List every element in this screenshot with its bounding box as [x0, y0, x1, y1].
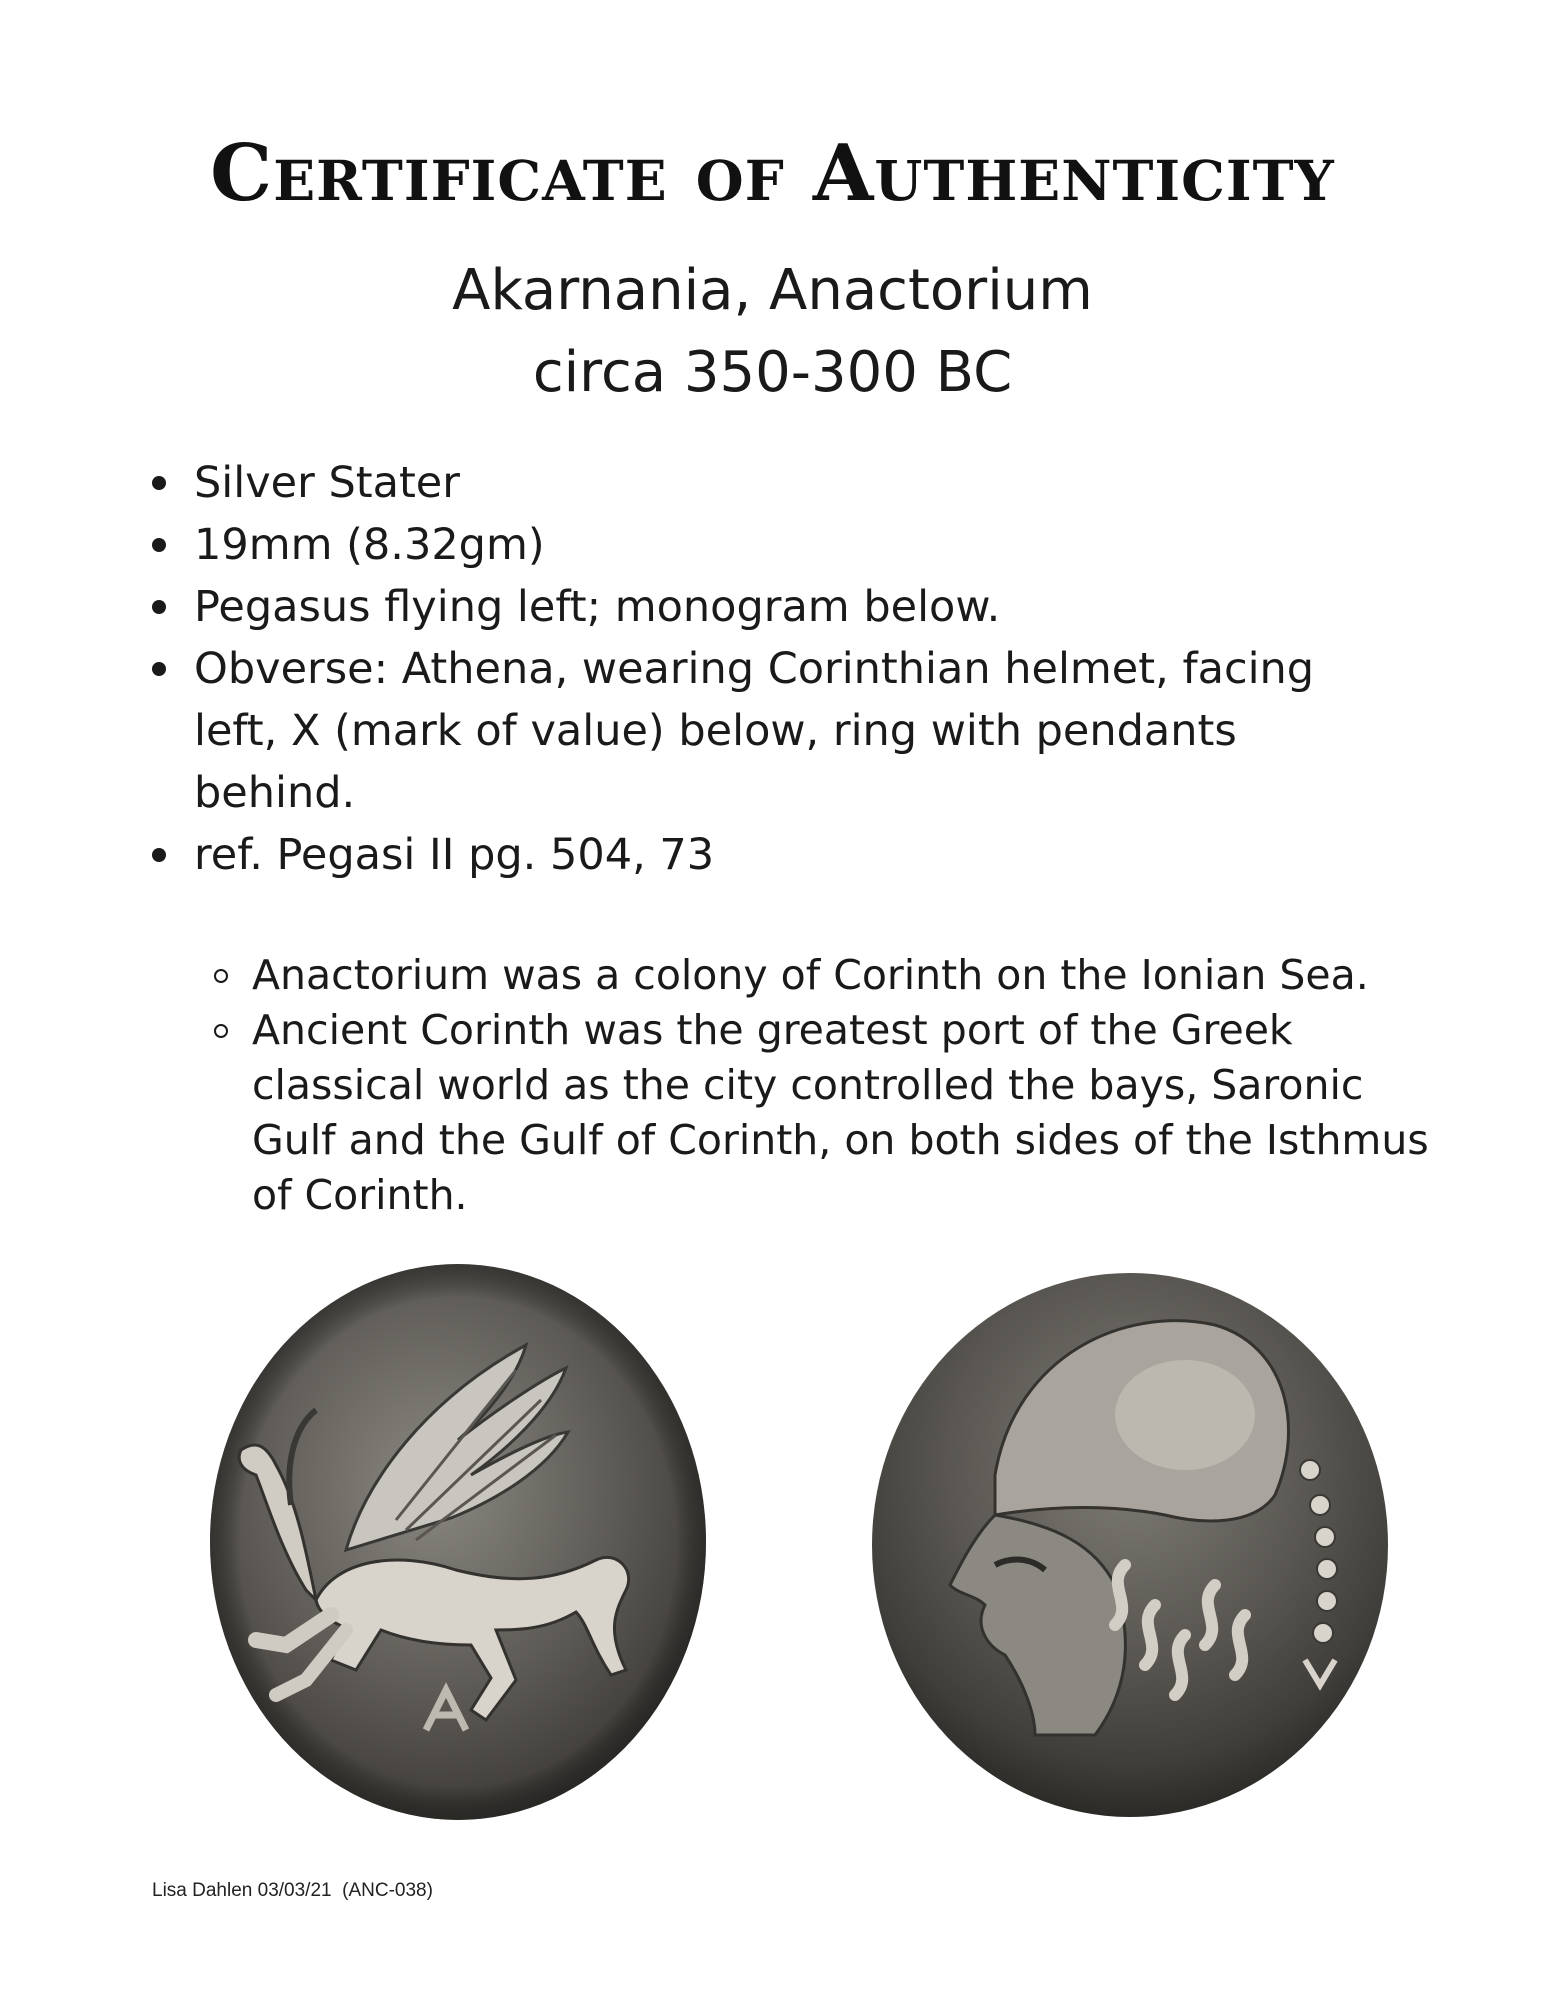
- fact-item: Pegasus flying left; monogram below.: [148, 576, 1378, 638]
- region-subtitle: Akarnania, Anactorium: [452, 258, 1093, 323]
- fact-item: ref. Pegasi II pg. 504, 73: [148, 824, 1378, 886]
- footer-signature: Lisa Dahlen 03/03/21 (ANC-038): [152, 1880, 433, 1901]
- fact-item: 19mm (8.32gm): [148, 514, 1378, 576]
- date-subtitle: circa 350-300 BC: [532, 340, 1013, 405]
- fact-item: Silver Stater: [148, 452, 1378, 514]
- athena-helmet-coin-icon: [865, 1265, 1395, 1825]
- history-notes-list: [210, 948, 1450, 1223]
- certificate-title: Certificate of Authenticity: [210, 128, 1335, 219]
- coin-facts-list: [148, 452, 1378, 886]
- note-item: Anactorium was a colony of Corinth on the Ionian Sea.: [210, 948, 1450, 1003]
- fact-item: Obverse: Athena, wearing Corinthian helmet, facing left, X (mark of value) below, ring with pendants behind.: [148, 638, 1378, 824]
- note-item: Ancient Corinth was the greatest port of the Greek classical world as the city controlled the bays, Saronic Gulf and the Gulf of Corinth, on both sides of the Isthmus of Corinth.: [210, 1003, 1450, 1223]
- pegasus-coin-icon: [196, 1250, 716, 1826]
